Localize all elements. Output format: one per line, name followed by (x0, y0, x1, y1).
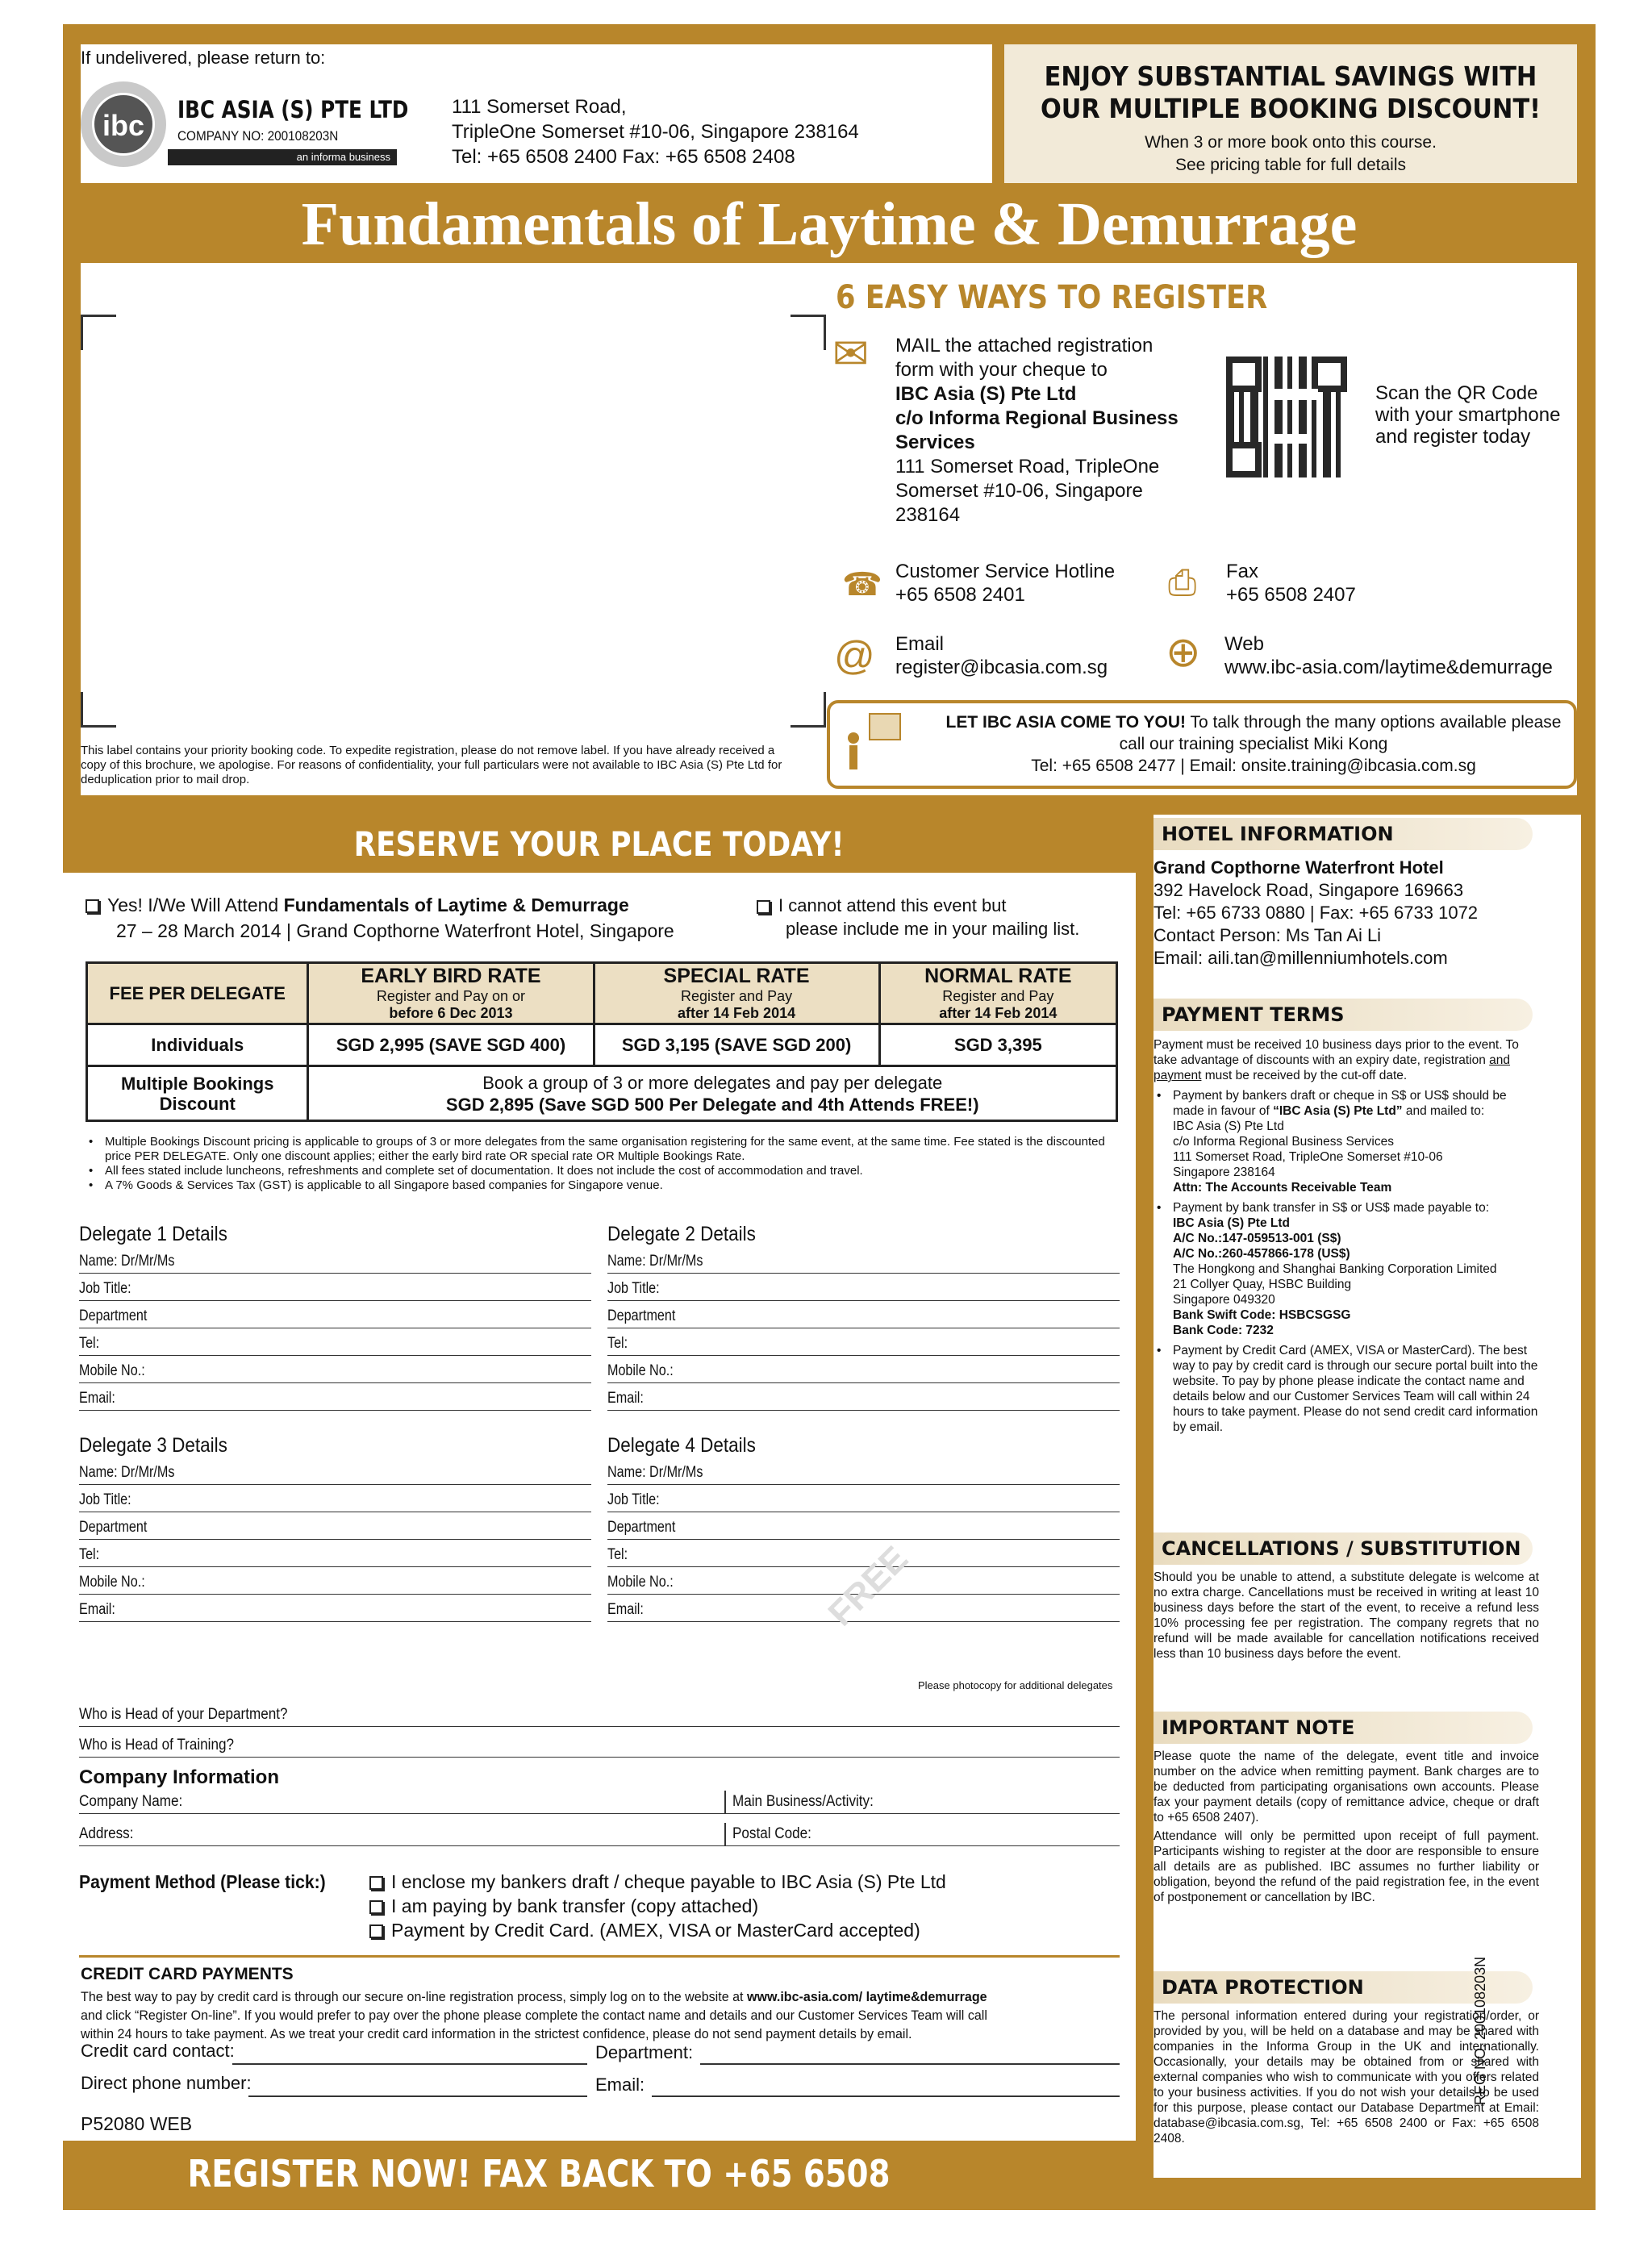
registration-form: Yes! I/We Will Attend Fundamentals of Laytime & Demurrage 27 – 28 March 2014 | Grand Copthorne Waterfront Hotel, Singapore I cannot attend this event but please include me in your mailing list. FEE PER DELEGATE EARLY BIRD RATE Register and Pay on or before 6 Dec 2013 SPECIAL RATE Register and Pay after 14 Feb 2014 NORMAL RATE Register and Pay after 14 Feb 2014 Individuals SGD 2,995 (SAVE SGD 400) SGD 3,195 (SAVE SGD 200) SGD 3,395 Multiple Bookings Discount Book a group of 3 or more delegates and pay per delegate SGD 2,895 (Save SGD 500 Per Delegate and 4th Attends FREE!) • Multiple Bookings Discount pricing is applicable to groups of 3 or more delegates from the same organisation registering for the same event, at the same time. Fee stated is the discounted price PER DELEGATE. Only one discount applies; either the early bird rate OR special rate OR Multiple Bookings Rate. • All fees stated include luncheons, refreshments and complete set of documentation. It does not include the cost of accommodation and travel. • A 7% Goods & Services Tax (GST) is applicable to all Singapore based companies for Singapore venue. Delegate 1 Details Delegate 2 Details Delegate 3 Details Delegate 4 Details Name: Dr/Mr/Ms Job Title: Department Tel: Mobile No.: Email: Name: Dr/Mr/Ms Job Title: Department Tel: Mobile No.: Email: Name: Dr/Mr/Ms Job Title: Department Tel: Mobile No.: Email: Name: Dr/Mr/Ms Job Title: Department Tel: Mobile No.: Email: FREE Please photocopy for additional delegates Who is Head of your Department? Who is Head of Training? Company Information Company Name: Main Business/Activity: Address: Postal Code: Payment Method (Please tick:) I enclose my bankers draft / cheque payable to IBC Asia (S) Pte Ltd I am paying by bank transfer (copy attached) Payment by Credit Card. (AMEX, VISA or MasterCard accepted) CREDIT CARD PAYMENTS The best way to pay by credit card is through our secure on-line registration process, simply log on to the website at www.ibc-asia.com/ laytime&demurrage and click “Register On-line”. If you would prefer to pay over the phone please complete the contact name and details and our Customer Services Team will call within 24 hours to take payment. As we treat your credit card information in the strictest confidence, please do not send payment details by email. Credit card contact: Direct phone number: Department: Email: P52080 WEB (63, 873, 1136, 2141)
free-watermark: FREE (820, 1538, 916, 1634)
onsite-training-box: LET IBC ASIA COME TO YOU! To talk through the many options available please call our training specialist Miki Kong Tel: +65 6508 2477 | Email: onsite.training@ibcasia.com.sg (827, 700, 1577, 789)
delegate-2-field-3[interactable]: Tel: (607, 1332, 1120, 1356)
web-contact: Web www.ibc-asia.com/laytime&demurrage (1224, 633, 1553, 678)
fee-table (86, 961, 1118, 1122)
head-department-field[interactable]: Who is Head of your Department? (79, 1703, 1120, 1727)
cc-email-input[interactable] (652, 2095, 1120, 2097)
delegate-1-field-1[interactable]: Job Title: (79, 1278, 591, 1301)
registration-methods-panel (81, 263, 1577, 795)
credit-card-text: The best way to pay by credit card is through our secure on-line registration process, simply log on to the website at www.ibc-asia.com/ laytime&demurrage and click “Register On-line”. If you would prefer to pay over the phone please complete the contact name and details and our Customer Services Team will call within 24 hours to take payment. As we treat your credit card information in the strictest confidence, please do not send payment details by email. (81, 1989, 987, 2041)
mailing-list-checkbox[interactable] (757, 900, 770, 914)
payment-option-card[interactable]: Payment by Credit Card. (AMEX, VISA or MasterCard accepted) (369, 1918, 946, 1942)
important-note-text: Please quote the name of the delegate, event title and invoice number on the advice when remitting payment. Bank charges are to be deducted from participating organisations own accounts. Please fax your payment details (copy of remittance advice, cheque or draft to +65 6508 2407). Attendance will only be permitted upon receipt of full payment. Participants wishing to register at the door are responsible to ensure all details are as published. IBC assumes no further liability or obligation, beyond the refund of the paid registration fee, in the event of postponement or cancellation by IBC. (1153, 1749, 1539, 1904)
fee-header-label: FEE PER DELEGATE (87, 963, 308, 1024)
event-date-venue: 27 – 28 March 2014 | Grand Copthorne Waterfront Hotel, Singapore (116, 920, 674, 941)
qr-caption: Scan the QR Code with your smartphone and register today (1375, 382, 1561, 448)
special-rate-header: SPECIAL RATE Register and Pay after 14 Feb 2014 (594, 963, 879, 1024)
payment-terms-text: Payment must be received 10 business days prior to the event. To take advantage of discounts with an expiry date, registration and payment must be received by the cut-off date. • Payment by bankers draft or cheque in S$ or US$ should be made in favour of “IBC Asia (S) Pte Ltd” and mailed to: IBC Asia (S) Pte Ltd c/o Informa Regional Business Services 111 Somerset Road, TripleOne Somerset #10-06 Singapore 238164 Attn: The Accounts Receivable Team • Payment by bank transfer in S$ or US$ made payable to: IBC Asia (S) Pte Ltd A/C No.:147-059513-001 (S$) A/C No.:260-457866-178 (US$) The Hongkong and Shanghai Banking Corporation Limited 21 Collyer Quay, HSBC Building Singapore 049320 Bank Swift Code: HSBCSGSG Bank Code: 7232 • Payment by Credit Card (AMEX, VISA or MasterCard). The best way to pay by credit card is through our secure portal built into the website. To pay by phone please indicate the contact name and details below and our Customer Services Team will call within 24 hours to take payment. Please do not send credit card information by email. (1153, 1037, 1539, 1435)
delegate-1-field-5[interactable]: Email: (79, 1387, 591, 1411)
delegate-1-heading: Delegate 1 Details (79, 1223, 227, 1245)
credit-card-heading: CREDIT CARD PAYMENTS (81, 1965, 294, 1983)
fax-back-footer: REGISTER NOW! FAX BACK TO +65 6508 2407 (187, 2152, 891, 2256)
delegate-3-field-2[interactable]: Department (79, 1516, 591, 1540)
delegate-1-field-3[interactable]: Tel: (79, 1332, 591, 1356)
delegate-4-field-0[interactable]: Name: Dr/Mr/Ms (607, 1462, 1120, 1485)
delegate-1-field-2[interactable]: Department (79, 1305, 591, 1328)
cc-contact-input[interactable] (232, 2063, 587, 2065)
company-name-field[interactable]: Company Name: (79, 1791, 724, 1814)
delegate-3-field-1[interactable]: Job Title: (79, 1489, 591, 1512)
hotel-info: Grand Copthorne Waterfront Hotel 392 Havelock Road, Singapore 169663 Tel: +65 6733 0880 | Fax: +65 6733 1072 Contact Person: Ms Tan Ai Li Email: aili.tan@millenniumhotels.com (1153, 857, 1479, 968)
cc-department-input[interactable] (700, 2063, 1120, 2065)
payment-options (369, 1870, 946, 1942)
cancellation-heading: CANCELLATIONS / SUBSTITUTION (1153, 1532, 1533, 1565)
data-protection-heading: DATA PROTECTION (1153, 1971, 1533, 2004)
qr-code[interactable] (1226, 357, 1347, 477)
early-bird-price: SGD 2,995 (SAVE SGD 400) (308, 1024, 594, 1066)
delegate-2-field-0[interactable]: Name: Dr/Mr/Ms (607, 1250, 1120, 1274)
company-info-heading: Company Information (79, 1766, 280, 1788)
cc-email-label: Email: (595, 2075, 645, 2095)
reg-number: REG NO. 200108203N (1472, 1956, 1488, 2105)
individuals-label: Individuals (87, 1024, 308, 1066)
email-icon: @ (834, 633, 875, 678)
payment-option-cheque[interactable]: I enclose my bankers draft / cheque payable to IBC Asia (S) Pte Ltd (369, 1870, 946, 1894)
normal-price: SGD 3,395 (879, 1024, 1116, 1066)
delegate-1-field-4[interactable]: Mobile No.: (79, 1360, 591, 1383)
cheque-checkbox[interactable] (369, 1876, 383, 1890)
info-sidebar (1153, 815, 1581, 2178)
business-field[interactable]: Main Business/Activity: (724, 1791, 1120, 1814)
delegate-2-field-1[interactable]: Job Title: (607, 1278, 1120, 1301)
delegate-3-heading: Delegate 3 Details (79, 1434, 227, 1457)
delegate-4-field-1[interactable]: Job Title: (607, 1489, 1120, 1512)
delegate-4-field-2[interactable]: Department (607, 1516, 1120, 1540)
head-training-field[interactable]: Who is Head of Training? (79, 1734, 1120, 1758)
return-label: If undelivered, please return to: (81, 48, 326, 68)
reserve-banner: RESERVE YOUR PLACE TODAY! (63, 816, 1136, 873)
globe-icon: ⊕ (1166, 629, 1201, 676)
important-note-heading: IMPORTANT NOTE (1153, 1712, 1533, 1744)
delegate-4-field-5[interactable]: Email: (607, 1599, 1120, 1622)
delegate-2-field-5[interactable]: Email: (607, 1387, 1120, 1411)
data-protection-text: The personal information entered during your registration/order, or provided by you, will be held on a database and may be shared with companies in the Informa Group in the UK and internationally. Occasionally, your details may be obtained from or shared with external companies who wish to communicate with you offers related to your business activities. If you do not wish your details to be used for this purpose, please contact our Database Department at Email: database@ibcasia.com.sg, Tel: +65 6508 2400 or Fax: +65 6508 2408. (1153, 2009, 1539, 2145)
hotline: Customer Service Hotline +65 6508 2401 (895, 561, 1116, 606)
special-price: SGD 3,195 (SAVE SGD 200) (594, 1024, 879, 1066)
delegate-4-field-4[interactable]: Mobile No.: (607, 1571, 1120, 1595)
mailing-list-row[interactable]: I cannot attend this event but please include me in your mailing list. (757, 894, 1079, 940)
page-title: Fundamentals of Laytime & Demurrage (301, 190, 1358, 258)
delegate-4-heading: Delegate 4 Details (607, 1434, 756, 1457)
photocopy-note: Please photocopy for additional delegates (918, 1679, 1113, 1691)
register-heading: 6 EASY WAYS TO REGISTER (836, 279, 1268, 316)
delegate-3-field-4[interactable]: Mobile No.: (79, 1571, 591, 1595)
delegate-3-field-0[interactable]: Name: Dr/Mr/Ms (79, 1462, 591, 1485)
delegate-4-field-3[interactable]: Tel: (607, 1544, 1120, 1567)
form-code: P52080 WEB (81, 2113, 193, 2134)
mail-instructions: MAIL the attached registration form with your cheque to IBC Asia (S) Pte Ltd c/o Informa Regional Business Services 111 Somerset Road, TripleOne Somerset #10-06, Singapore 238164 (895, 335, 1179, 526)
fax-number: Fax +65 6508 2407 (1226, 561, 1356, 606)
trainer-icon (845, 713, 901, 761)
attend-checkbox[interactable] (86, 899, 99, 913)
label-note: This label contains your priority booking code. To expedite registration, please do not remove label. If you have already received a copy of this brochure, we apologise. For reasons of confidentiality, your full particulars were not available to IBC Asia (S) Pte Ltd for deduplication prior to mail drop. (81, 744, 782, 786)
cc-department-label: Department: (595, 2042, 694, 2062)
early-bird-header: EARLY BIRD RATE Register and Pay on or before 6 Dec 2013 (308, 963, 594, 1024)
payment-method-label: Payment Method (Please tick:) (79, 1871, 326, 1892)
delegate-2-field-2[interactable]: Department (607, 1305, 1120, 1328)
address-field[interactable]: Address: (79, 1823, 724, 1846)
payment-option-transfer[interactable]: I am paying by bank transfer (copy attached) (369, 1894, 946, 1918)
delegate-1-field-0[interactable]: Name: Dr/Mr/Ms (79, 1250, 591, 1274)
normal-rate-header: NORMAL RATE Register and Pay after 14 Feb 2014 (879, 963, 1116, 1024)
phone-icon: ☎ (842, 567, 882, 603)
ibc-logo: ibc (81, 81, 166, 167)
company-no: COMPANY NO: 200108203N (177, 128, 339, 144)
delegate-2-heading: Delegate 2 Details (607, 1223, 756, 1245)
return-address-panel (81, 44, 992, 183)
cc-phone-input[interactable] (248, 2095, 587, 2097)
email-contact: Email register@ibcasia.com.sg (895, 633, 1108, 678)
card-checkbox[interactable] (369, 1924, 383, 1938)
promo-headline: ENJOY SUBSTANTIAL SAVINGS WITH OUR MULTIPLE BOOKING DISCOUNT! (1040, 60, 1541, 124)
delegate-2-field-4[interactable]: Mobile No.: (607, 1360, 1120, 1383)
transfer-checkbox[interactable] (369, 1900, 383, 1914)
payment-terms-heading: PAYMENT TERMS (1153, 999, 1533, 1031)
postal-code-field[interactable]: Postal Code: (724, 1823, 1120, 1846)
fee-notes: • Multiple Bookings Discount pricing is applicable to groups of 3 or more delegates from the same organisation registering for the same event, at the same time. Fee stated is the discounted price PER DELEGATE. Only one discount applies; either the early bird rate OR special rate OR Multiple Bookings Rate. • All fees stated include luncheons, refreshments and complete set of documentation. It does not include the cost of accommodation and travel. • A 7% Goods & Services Tax (GST) is applicable to all Singapore based companies for Singapore venue. (86, 1135, 1118, 1193)
informa-tagline: an informa business (168, 149, 397, 165)
promo-box: ENJOY SUBSTANTIAL SAVINGS WITH OUR MULTIPLE BOOKING DISCOUNT! When 3 or more book onto this course. See pricing table for full details (1004, 44, 1577, 183)
multi-booking-label: Multiple Bookings Discount (87, 1066, 308, 1121)
multi-booking-price: Book a group of 3 or more delegates and pay per delegate SGD 2,895 (Save SGD 500 Per Delegate and 4th Attends FREE!) (308, 1066, 1117, 1121)
return-address: 111 Somerset Road, TripleOne Somerset #10-06, Singapore 238164 Tel: +65 6508 2400 Fax: +65 6508 2408 (452, 96, 859, 168)
envelope-icon: ✉ (832, 330, 870, 378)
column-divider (1141, 815, 1146, 2137)
delegate-3-field-3[interactable]: Tel: (79, 1544, 591, 1567)
fax-icon: ⎙ (1168, 563, 1197, 603)
attend-checkbox-row[interactable]: Yes! I/We Will Attend Fundamentals of Laytime & Demurrage (86, 894, 629, 917)
company-name: IBC ASIA (S) PTE LTD (177, 96, 409, 123)
delegate-3-field-5[interactable]: Email: (79, 1599, 591, 1622)
hotel-heading: HOTEL INFORMATION (1153, 818, 1533, 850)
cancellation-text: Should you be unable to attend, a substitute delegate is welcome at no extra charge. Cancellations must be received in writing at least 10 business days before the start of the event, to receive a refund less 10% processing fee per registration. The company regrets that no refund will be made available for cancellation notifications received less than 10 business days before the event. (1153, 1570, 1539, 1661)
